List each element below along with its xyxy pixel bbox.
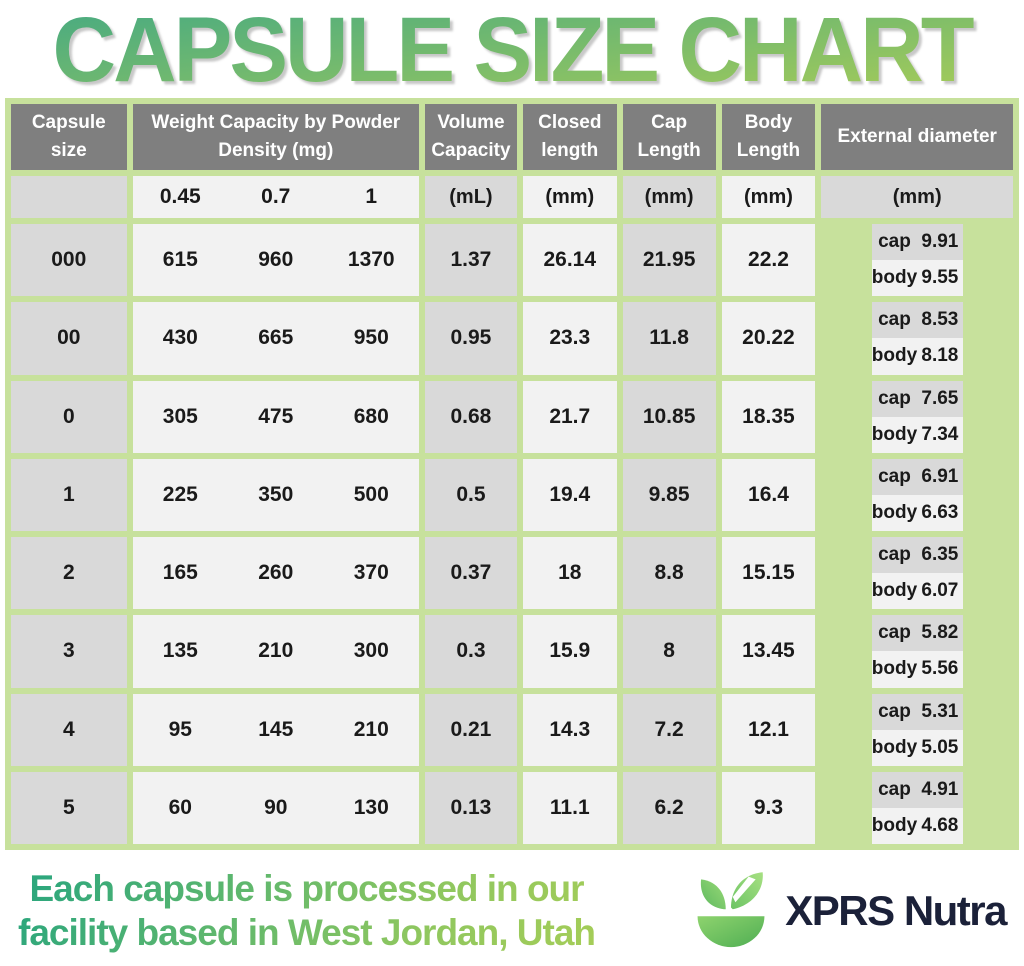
cell-external-diameter — [821, 772, 1013, 844]
external-cap-row — [872, 537, 963, 573]
cell-body-length: 18.35 — [722, 381, 816, 453]
cell-capsule-size: 1 — [11, 459, 127, 531]
external-cap-label: cap — [878, 309, 911, 331]
cell-capsule-size: 000 — [11, 224, 127, 296]
external-cap-label: cap — [878, 231, 911, 253]
cell-weights — [133, 224, 419, 296]
cell-weights — [133, 459, 419, 531]
cell-closed-length: 23.3 — [523, 302, 617, 374]
cell-external-diameter — [821, 615, 1013, 687]
external-cap-value: 7.65 — [921, 387, 959, 409]
weight-value: 475 — [258, 404, 294, 428]
tagline-line2: facility based in West Jordan, Utah — [18, 912, 596, 953]
external-cap-label: cap — [878, 544, 911, 566]
weight-value: 960 — [258, 248, 294, 272]
cell-volume: 0.21 — [425, 694, 517, 766]
external-cap-row — [872, 459, 963, 495]
cell-weights — [133, 694, 419, 766]
cell-closed-length: 11.1 — [523, 772, 617, 844]
weight-value: 130 — [353, 795, 389, 819]
cell-cap-length: 8.8 — [623, 537, 716, 609]
cell-closed-length: 14.3 — [523, 694, 617, 766]
footer — [0, 856, 1024, 966]
cell-closed-length: 18 — [523, 537, 617, 609]
cell-cap-length: 8 — [623, 615, 716, 687]
external-body-row — [872, 495, 963, 531]
external-cap-row — [872, 694, 963, 730]
external-cap-value: 5.82 — [921, 622, 959, 644]
external-cap-value: 5.31 — [921, 700, 959, 722]
cell-weights — [133, 537, 419, 609]
external-body-row — [872, 260, 963, 296]
cell-cap-length: 7.2 — [623, 694, 716, 766]
header-volume-capacity: Volume Capacity — [425, 104, 517, 170]
external-body-value: 7.34 — [921, 423, 959, 445]
weight-value: 210 — [258, 639, 294, 663]
cell-weights — [133, 381, 419, 453]
cell-external-diameter — [821, 381, 1013, 453]
subheader-densities — [133, 176, 419, 218]
cell-cap-length: 6.2 — [623, 772, 716, 844]
external-cap-value: 9.91 — [921, 231, 959, 253]
tagline-line1: Each capsule is processed in our — [29, 868, 584, 910]
header-body-length: Body Length — [722, 104, 816, 170]
cell-external-diameter — [821, 224, 1013, 296]
external-body-value: 6.63 — [921, 501, 959, 523]
external-cap-row — [872, 381, 963, 417]
cell-external-diameter — [821, 694, 1013, 766]
external-cap-label: cap — [878, 700, 911, 722]
external-body-row — [872, 417, 963, 453]
header-capsule-size: Capsule size — [11, 104, 127, 170]
cell-external-diameter — [821, 459, 1013, 531]
cell-volume: 0.95 — [425, 302, 517, 374]
weight-value: 370 — [353, 561, 389, 585]
external-body-label: body — [871, 345, 918, 367]
external-body-label: body — [871, 501, 918, 523]
header-closed-length: Closed length — [523, 104, 617, 170]
table-grid — [11, 104, 1013, 844]
weight-value: 430 — [162, 326, 198, 350]
external-body-label: body — [871, 814, 918, 836]
weight-value: 665 — [258, 326, 294, 350]
external-body-row — [872, 573, 963, 609]
cell-capsule-size: 0 — [11, 381, 127, 453]
external-cap-row — [872, 302, 963, 338]
brand-logo — [687, 867, 1006, 955]
external-body-label: body — [871, 658, 918, 680]
cell-body-length: 15.15 — [722, 537, 816, 609]
density-value: 0.45 — [159, 185, 201, 208]
external-cap-label: cap — [878, 778, 911, 800]
external-body-row — [872, 338, 963, 374]
cell-volume: 0.37 — [425, 537, 517, 609]
external-body-row — [872, 730, 963, 766]
cell-body-length: 13.45 — [722, 615, 816, 687]
external-body-label: body — [871, 267, 918, 289]
external-body-value: 6.07 — [921, 580, 959, 602]
external-cap-row — [872, 772, 963, 808]
cell-external-diameter — [821, 537, 1013, 609]
external-body-value: 9.55 — [921, 267, 959, 289]
subheader-body-unit: (mm) — [722, 176, 816, 218]
weight-value: 500 — [353, 482, 389, 506]
weight-value: 165 — [162, 561, 198, 585]
external-cap-value: 4.91 — [921, 778, 959, 800]
cell-volume: 0.68 — [425, 381, 517, 453]
cell-body-length: 22.2 — [722, 224, 816, 296]
external-cap-value: 6.91 — [921, 465, 959, 487]
weight-value: 95 — [168, 717, 192, 741]
weight-value: 300 — [353, 639, 389, 663]
footer-tagline — [18, 867, 595, 954]
cell-cap-length: 10.85 — [623, 381, 716, 453]
weight-value: 950 — [353, 326, 389, 350]
cell-cap-length: 11.8 — [623, 302, 716, 374]
weight-value: 135 — [162, 639, 198, 663]
cell-weights — [133, 615, 419, 687]
cell-closed-length: 21.7 — [523, 381, 617, 453]
external-cap-row — [872, 615, 963, 651]
header-external-diameter: External diameter — [821, 104, 1013, 170]
cell-weights — [133, 772, 419, 844]
external-cap-value: 6.35 — [921, 544, 959, 566]
external-cap-label: cap — [878, 622, 911, 644]
weight-value: 90 — [264, 795, 288, 819]
weight-value: 145 — [258, 717, 294, 741]
page-title: CAPSULE SIZE CHART — [0, 0, 1024, 100]
cell-cap-length: 9.85 — [623, 459, 716, 531]
header-weight-capacity: Weight Capacity by Powder Density (mg) — [133, 104, 419, 170]
brand-name: XPRS Nutra — [785, 887, 1006, 934]
cell-external-diameter — [821, 302, 1013, 374]
cell-capsule-size: 3 — [11, 615, 127, 687]
external-body-value: 5.56 — [921, 658, 959, 680]
weight-value: 680 — [353, 404, 389, 428]
external-body-label: body — [871, 423, 918, 445]
weight-value: 350 — [258, 482, 294, 506]
cell-body-length: 9.3 — [722, 772, 816, 844]
cell-weights — [133, 302, 419, 374]
cell-volume: 0.5 — [425, 459, 517, 531]
cell-capsule-size: 5 — [11, 772, 127, 844]
external-body-value: 5.05 — [921, 736, 959, 758]
density-value: 0.7 — [261, 185, 291, 208]
cell-closed-length: 26.14 — [523, 224, 617, 296]
weight-value: 60 — [168, 795, 192, 819]
weight-value: 615 — [162, 248, 198, 272]
cell-capsule-size: 2 — [11, 537, 127, 609]
external-body-label: body — [871, 736, 918, 758]
subheader-volume-unit: (mL) — [425, 176, 517, 218]
external-body-value: 8.18 — [921, 345, 959, 367]
subheader-closed-unit: (mm) — [523, 176, 617, 218]
cell-volume: 1.37 — [425, 224, 517, 296]
cell-volume: 0.13 — [425, 772, 517, 844]
external-body-value: 4.68 — [921, 814, 959, 836]
subheader-external-unit: (mm) — [821, 176, 1013, 218]
cell-volume: 0.3 — [425, 615, 517, 687]
external-body-row — [872, 808, 963, 844]
cell-capsule-size: 4 — [11, 694, 127, 766]
external-body-label: body — [871, 580, 918, 602]
external-body-row — [872, 651, 963, 687]
weight-value: 305 — [162, 404, 198, 428]
weight-value: 1370 — [347, 248, 395, 272]
external-cap-label: cap — [878, 465, 911, 487]
cell-cap-length: 21.95 — [623, 224, 716, 296]
cell-body-length: 16.4 — [722, 459, 816, 531]
weight-value: 225 — [162, 482, 198, 506]
weight-value: 260 — [258, 561, 294, 585]
cell-body-length: 12.1 — [722, 694, 816, 766]
cell-closed-length: 19.4 — [523, 459, 617, 531]
cell-closed-length: 15.9 — [523, 615, 617, 687]
header-cap-length: Cap Length — [623, 104, 716, 170]
density-value: 1 — [365, 185, 378, 208]
weight-value: 210 — [353, 717, 389, 741]
external-cap-label: cap — [878, 387, 911, 409]
subheader-capsule-size-empty — [11, 176, 127, 218]
external-cap-value: 8.53 — [921, 309, 959, 331]
leaf-bowl-icon — [687, 867, 775, 955]
cell-capsule-size: 00 — [11, 302, 127, 374]
capsule-size-table — [5, 98, 1019, 850]
external-cap-row — [872, 224, 963, 260]
cell-body-length: 20.22 — [722, 302, 816, 374]
subheader-cap-unit: (mm) — [623, 176, 716, 218]
